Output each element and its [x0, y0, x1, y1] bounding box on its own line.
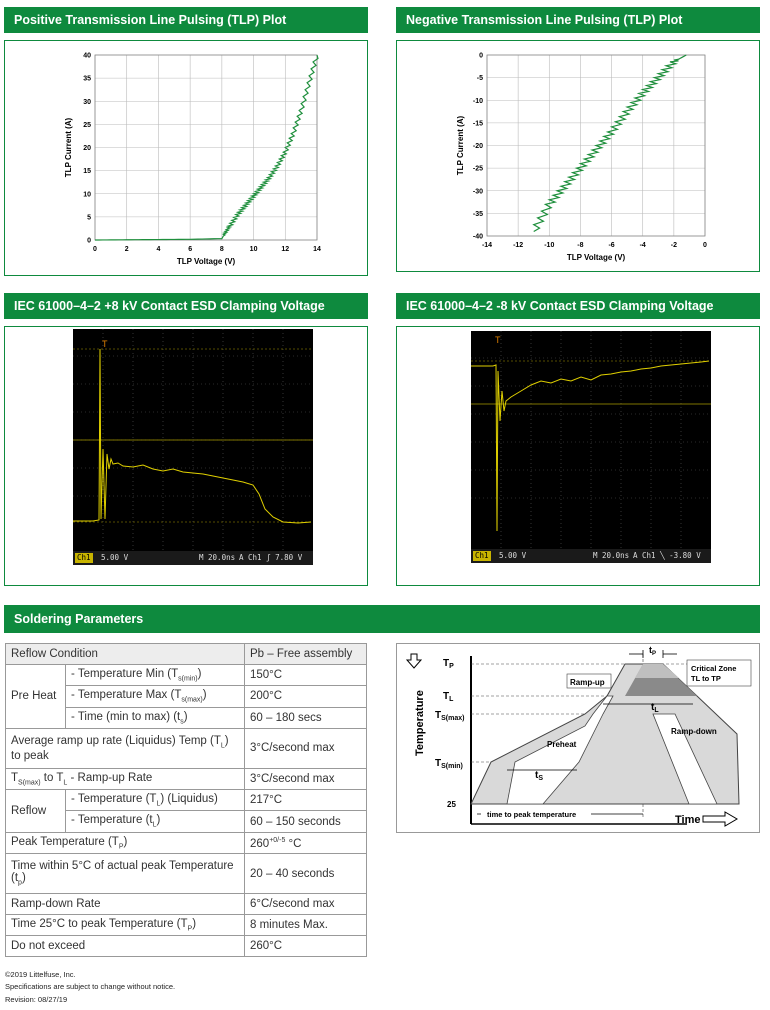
neg-tlp-panel [396, 40, 760, 272]
tsmax-label: $T_{S(max)}$ [435, 710, 465, 722]
y-tick-label: -30 [472, 188, 483, 196]
esd-neg-status [471, 549, 711, 563]
x-axis-label: TLP Voltage (V) [176, 257, 236, 266]
y-tick-label: 40 [83, 52, 91, 60]
esd-pos-trigger: A Ch1 ʃ 7.80 V [239, 553, 303, 562]
table-row [6, 832, 367, 853]
esd-neg-trace [471, 331, 711, 549]
esd-neg-scale: 5.00 V [499, 551, 527, 560]
table-cell: - Temperature Max $(T_{s(max)})$ [66, 686, 245, 707]
y-tick-label: -15 [472, 120, 483, 128]
table-row [6, 728, 367, 768]
esd-neg-header: IEC 61000–4–2 -8 kV Contact ESD Clamping Voltage [396, 293, 760, 319]
y-tick-label: -10 [472, 97, 483, 105]
esd-pos-trace [73, 329, 313, 551]
table-cell: 3°C/second max [245, 768, 367, 789]
t25-label: 25 [447, 800, 456, 809]
esd-pos-status [73, 551, 313, 565]
table-row [6, 854, 367, 894]
reflow-profile-diagram [397, 644, 759, 832]
table-cell: $T_{S(max)}$ to $T_L$ - Ramp-up Rate [6, 768, 245, 789]
table-cell: 60 – 180 secs [245, 707, 367, 728]
time-to-peak-label: time to peak temperature [487, 810, 577, 819]
x-tick-label: 12 [281, 246, 290, 253]
table-cell: Pre Heat [6, 665, 66, 729]
revision: Revision: 08/27/19 [5, 995, 68, 1004]
table-row [6, 894, 367, 915]
esd-pos-scope [73, 329, 313, 565]
y-tick-label: 0 [87, 237, 91, 245]
table-cell: 20 – 40 seconds [245, 854, 367, 894]
esd-pos-panel [4, 326, 368, 586]
tsmin-label: $T_{S(min)}$ [435, 758, 463, 770]
y-tick-label: -40 [472, 233, 483, 241]
table-cell: Reflow Condition [6, 644, 245, 665]
scope-pos-marker: T [102, 339, 108, 349]
neg-tlp-header: Negative Transmission Line Pulsing (TLP) Plot [396, 7, 760, 33]
y-tick-label: 5 [87, 214, 91, 222]
table-cell: 150°C [245, 665, 367, 686]
esd-pos-header: IEC 61000–4–2 +8 kV Contact ESD Clamping Voltage [4, 293, 368, 319]
x-tick-label: 14 [313, 246, 321, 253]
spec-notice: Specifications are subject to change without notice. [5, 982, 176, 991]
y-axis-label: TLP Current (A) [64, 117, 73, 178]
x-tick-label: -10 [544, 242, 555, 249]
y-axis-label: TLP Current (A) [456, 115, 465, 176]
table-cell: $260^{+0/-5}$ °C [245, 832, 367, 853]
neg-tlp-chart [397, 41, 759, 271]
table-row [6, 915, 367, 936]
x-tick-label: -2 [670, 242, 677, 249]
esd-pos-time: M 20.0ns [199, 553, 236, 562]
tp-time-label: $t_P$ [649, 645, 657, 657]
table-cell: Reflow [6, 790, 66, 833]
table-cell: Average ramp up rate (Liquidus) Temp $(T_L)$ to peak [6, 728, 245, 768]
y-tick-label: 35 [83, 75, 91, 83]
x-tick-label: -6 [608, 242, 615, 249]
x-tick-label: -8 [577, 242, 584, 249]
table-row [6, 644, 367, 665]
x-tick-label: 8 [219, 246, 224, 253]
tlp-series-line [534, 55, 687, 231]
tl-label: $T_L$ [443, 691, 454, 703]
copyright: ©2019 Littelfuse, Inc. [5, 970, 76, 979]
y-tick-label: 15 [83, 168, 91, 176]
table-cell: Ramp-down Rate [6, 894, 245, 915]
table-cell: 60 – 150 seconds [245, 811, 367, 832]
table-cell: Pb – Free assembly [245, 644, 367, 665]
scope-neg-marker: T [495, 335, 501, 345]
table-cell: Do not exceed [6, 936, 245, 957]
table-cell: Time 25°C to peak Temperature $(T_P)$ [6, 915, 245, 936]
x-tick-label: 6 [188, 246, 193, 253]
tp-label: $T_P$ [443, 658, 454, 670]
x-tick-label: 0 [93, 246, 97, 253]
x-tick-label: -14 [481, 242, 493, 249]
esd-neg-panel [396, 326, 760, 586]
y-tick-label: 25 [83, 121, 91, 129]
table-cell: - Time (min to max) $(t_s)$ [66, 707, 245, 728]
reflow-profile-panel [396, 643, 760, 833]
x-tick-label: 10 [249, 246, 258, 253]
pos-tlp-header: Positive Transmission Line Pulsing (TLP) Plot [4, 7, 368, 33]
table-cell: - Temperature $(T_L)$ (Liquidus) [66, 790, 245, 811]
ts-time-label: $t_S$ [535, 770, 544, 782]
table-cell: 6°C/second max [245, 894, 367, 915]
esd-neg-channel: Ch1 [475, 551, 489, 560]
esd-neg-scope [471, 331, 711, 563]
table-cell: 3°C/second max [245, 728, 367, 768]
x-tick-label: -4 [639, 242, 646, 249]
x-tick-label: 2 [124, 246, 129, 253]
y-tick-label: 0 [479, 52, 483, 60]
critical-zone-label: Critical Zone [691, 664, 737, 673]
table-row [6, 936, 367, 957]
table-cell: 260°C [245, 936, 367, 957]
ramp-down-label: Ramp-down [671, 727, 717, 736]
table-row [6, 768, 367, 789]
x-tick-label: 4 [156, 246, 161, 253]
ramp-up-label: Ramp-up [570, 678, 605, 687]
table-cell: 217°C [245, 790, 367, 811]
esd-neg-time: M 20.0ns [593, 551, 630, 560]
esd-pos-channel: Ch1 [77, 553, 91, 562]
x-tick-label: 0 [703, 242, 707, 249]
y-tick-label: 10 [83, 191, 91, 199]
y-tick-label: -35 [472, 210, 483, 218]
y-tick-label: 20 [83, 145, 91, 152]
critical-zone-range: TL to TP [691, 674, 721, 683]
table-cell: Time within 5°C of actual peak Temperature $(t_p)$ [6, 854, 245, 894]
preheat-label: Preheat [547, 740, 577, 749]
table-cell: 8 minutes Max. [245, 915, 367, 936]
soldering-table [5, 643, 367, 957]
esd-pos-scale: 5.00 V [101, 553, 129, 562]
y-tick-label: -25 [472, 165, 483, 173]
esd-neg-trigger: A Ch1 ╲ -3.80 V [633, 551, 701, 560]
table-cell: Peak Temperature $(T_P)$ [6, 832, 245, 853]
pos-tlp-panel [4, 40, 368, 276]
y-tick-label: -20 [472, 143, 483, 150]
x-axis-label: TLP Voltage (V) [566, 253, 626, 262]
y-tick-label: -5 [476, 75, 483, 83]
pos-tlp-chart [5, 41, 367, 275]
table-row [6, 665, 367, 686]
table-row [6, 790, 367, 811]
x-tick-label: -12 [513, 242, 524, 249]
table-cell: - Temperature $(t_L)$ [66, 811, 245, 832]
temperature-axis-label: Temperature [414, 690, 426, 756]
tl-time-label: $t_L$ [651, 702, 659, 714]
table-cell: 200°C [245, 686, 367, 707]
soldering-header: Soldering Parameters [4, 605, 760, 633]
time-axis-label: Time [675, 814, 701, 826]
table-cell: - Temperature Min $(T_{s(min)})$ [66, 665, 245, 686]
y-tick-label: 30 [83, 98, 91, 106]
